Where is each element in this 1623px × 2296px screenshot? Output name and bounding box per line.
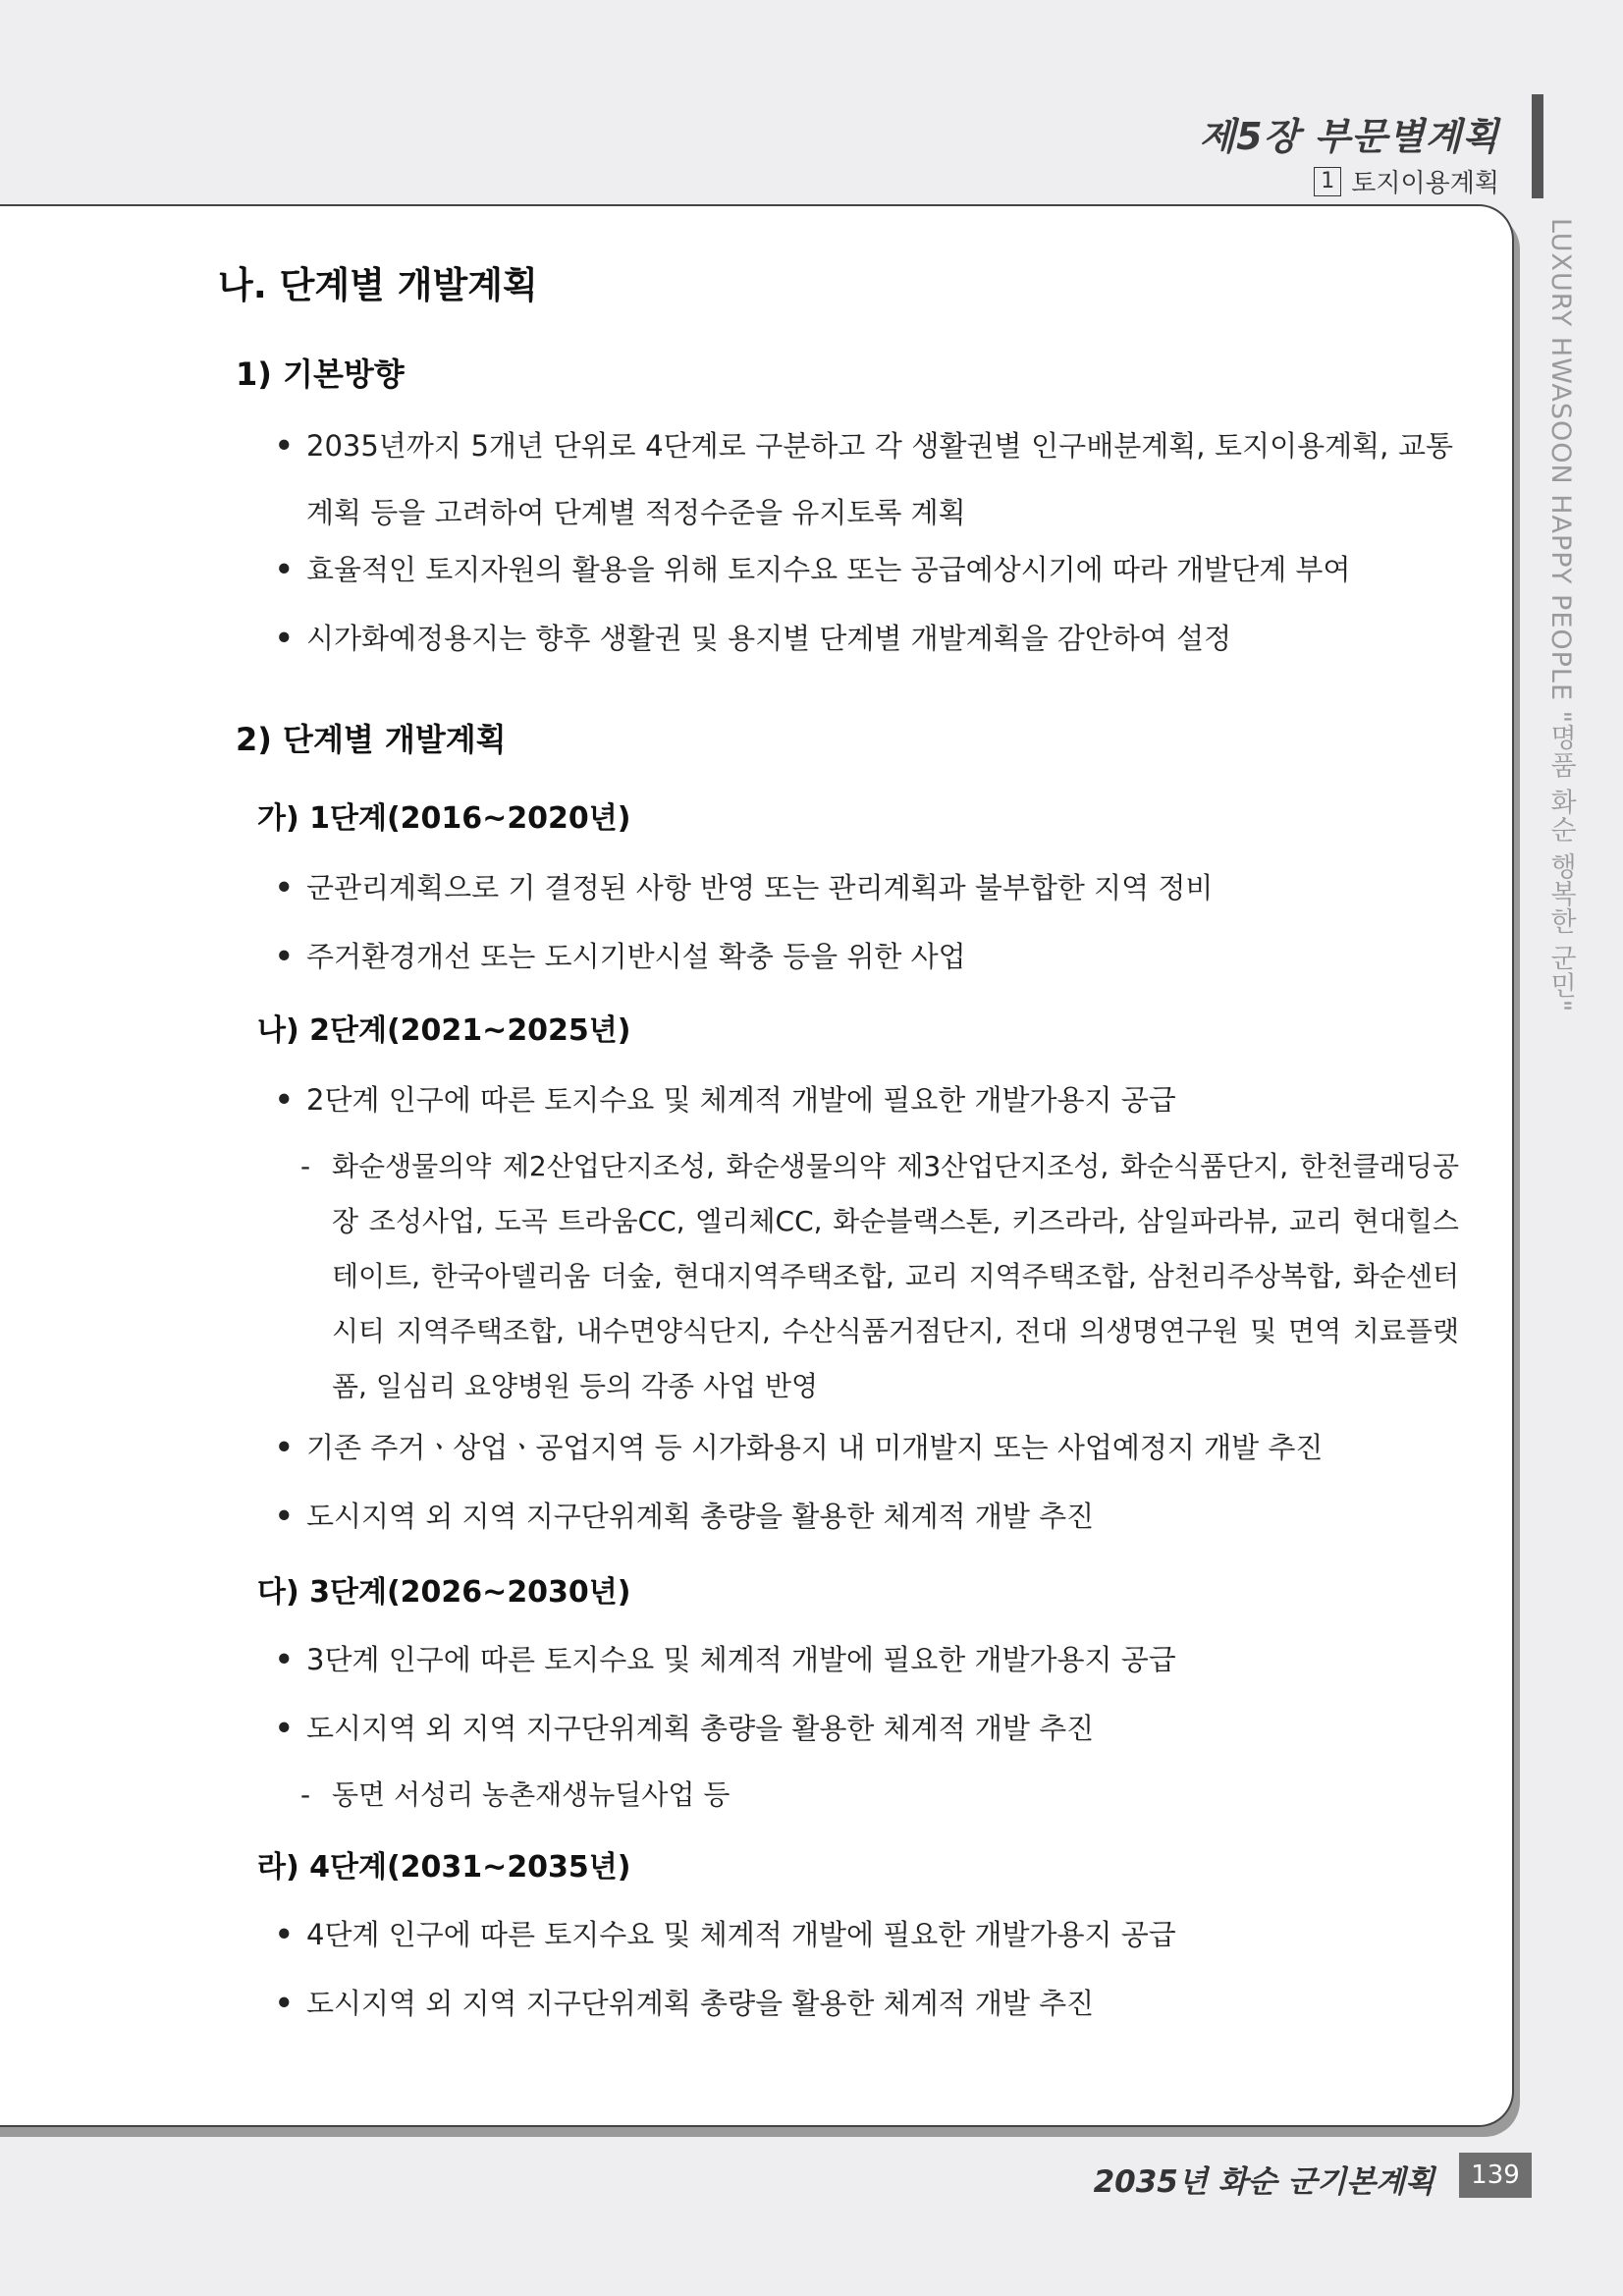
- list-item: • 군관리계획으로 기 결정된 사항 반영 또는 관리계획과 불부합한 지역 정비: [275, 854, 1453, 921]
- list-item: • 시가화예정용지는 향후 생활권 및 용지별 단계별 개발계획을 감안하여 설정: [275, 605, 1453, 672]
- phase2-heading: 나) 2단계(2021~2025년): [257, 1013, 631, 1048]
- header-accent-bar: [1532, 94, 1543, 198]
- bullet-icon: •: [275, 1918, 294, 1951]
- section-title: 토지이용계획: [1351, 169, 1499, 198]
- bullet-icon: •: [275, 553, 294, 586]
- side-slogan: LUXURY HWASOON HAPPY PEOPLE "명품 화순 행복한 군민": [1545, 218, 1576, 1013]
- bullet-icon: •: [275, 1083, 294, 1117]
- subsection-heading-basic: 1) 기본방향: [236, 355, 405, 393]
- subsection-heading-phases: 2) 단계별 개발계획: [236, 721, 507, 758]
- bullet-icon: •: [275, 1431, 294, 1464]
- chapter-title: 제5장 부문별계획: [1199, 115, 1499, 158]
- bullet-icon: •: [275, 1712, 294, 1745]
- list-item: • 주거환경개선 또는 도시기반시설 확충 등을 위한 사업: [275, 923, 1453, 990]
- list-item: • 3단계 인구에 따른 토지수요 및 체계적 개발에 필요한 개발가용지 공급: [275, 1626, 1453, 1693]
- phase1-heading: 가) 1단계(2016~2020년): [257, 801, 631, 836]
- page-number: 139: [1459, 2153, 1532, 2198]
- list-item: • 기존 주거ㆍ상업ㆍ공업지역 등 시가화용지 내 미개발지 또는 사업예정지 개발 추진: [275, 1414, 1453, 1481]
- list-item: • 도시지역 외 지역 지구단위계획 총량을 활용한 체계적 개발 추진: [275, 1695, 1453, 1762]
- bullet-icon: •: [275, 429, 294, 463]
- phase3-heading: 다) 3단계(2026~2030년): [257, 1575, 631, 1610]
- sub-list-item: - 화순생물의약 제2산업단지조성, 화순생물의약 제3산업단지조성, 화순식품단지, 한천클래딩공장 조성사업, 도곡 트라움CC, 엘리체CC, 화순블랙스톤, 키즈라라, 삼일파라뷰, 교리 현대힐스테이트, 한국아델리움 더숲, 현대지역주택조합, 교리 지역주택조합, 삼천리주상복합, 화순센터시티 지역주택조합, 내수면양식단지, 수산식품거점단지, 전대 의생명연구원 및 면역 치료플랫폼, 일심리 요양병원 등의 각종 사업 반영: [300, 1139, 1459, 1414]
- bullet-icon: •: [275, 1643, 294, 1676]
- sub-list-item: - 동면 서성리 농촌재생뉴딜사업 등: [300, 1768, 1459, 1823]
- list-item: • 도시지역 외 지역 지구단위계획 총량을 활용한 체계적 개발 추진: [275, 1970, 1453, 2037]
- bullet-icon: •: [275, 871, 294, 904]
- dash-marker: -: [300, 1778, 311, 1811]
- section-heading: 나. 단계별 개발계획: [218, 264, 538, 306]
- list-item: • 효율적인 토지자원의 활용을 위해 토지수요 또는 공급예상시기에 따라 개발단계 부여: [275, 536, 1453, 603]
- list-item: • 도시지역 외 지역 지구단위계획 총량을 활용한 체계적 개발 추진: [275, 1483, 1453, 1550]
- footer-title: 2035년 화순 군기본계획: [1093, 2164, 1434, 2200]
- bullet-icon: •: [275, 1500, 294, 1533]
- phase4-heading: 라) 4단계(2031~2035년): [257, 1850, 631, 1885]
- list-item: • 4단계 인구에 따른 토지수요 및 체계적 개발에 필요한 개발가용지 공급: [275, 1901, 1453, 1968]
- dash-marker: -: [300, 1150, 311, 1182]
- bullet-icon: •: [275, 940, 294, 973]
- bullet-icon: •: [275, 622, 294, 655]
- section-number-box: 1: [1314, 167, 1341, 196]
- bullet-icon: •: [275, 1987, 294, 2020]
- list-item: • 2단계 인구에 따른 토지수요 및 체계적 개발에 필요한 개발가용지 공급: [275, 1066, 1453, 1133]
- list-item: • 2035년까지 5개년 단위로 4단계로 구분하고 각 생활권별 인구배분계획, 토지이용계획, 교통계획 등을 고려하여 단계별 적정수준을 유지토록 계획: [275, 412, 1453, 546]
- section-subtitle: [1314, 163, 1499, 199]
